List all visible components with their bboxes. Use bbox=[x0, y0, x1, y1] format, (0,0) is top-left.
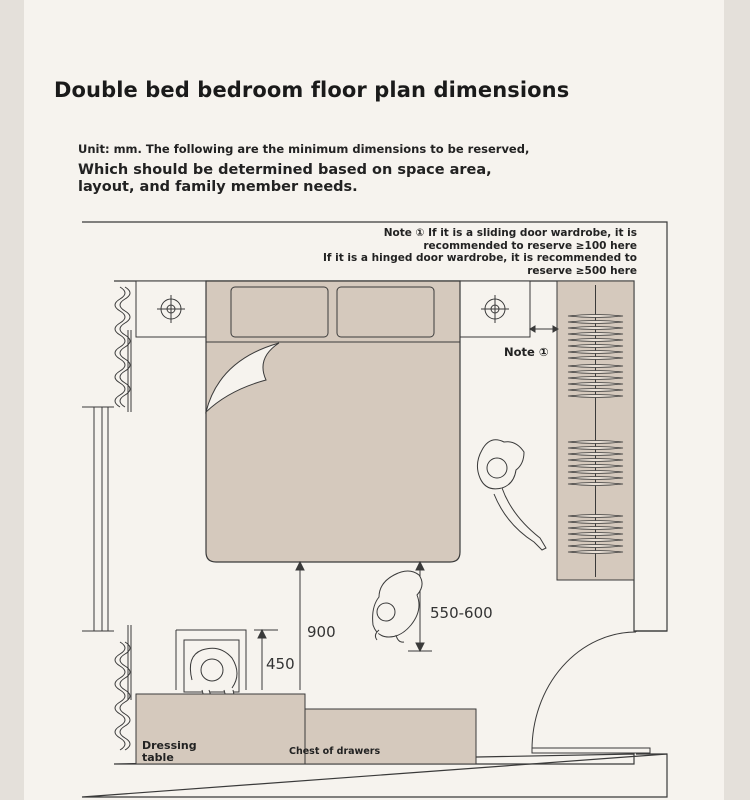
dimension-900-label: 900 bbox=[307, 623, 336, 641]
hanger bbox=[568, 527, 623, 530]
hanger bbox=[568, 351, 623, 354]
person-walking-icon bbox=[373, 571, 422, 642]
hanger bbox=[568, 357, 623, 360]
note-line-2: recommended to reserve ≥100 here bbox=[423, 240, 637, 252]
person-at-wardrobe-icon bbox=[477, 440, 546, 550]
hanger bbox=[568, 471, 623, 474]
dressing-table-label-2: table bbox=[142, 751, 174, 764]
chest-label: Chest of drawers bbox=[289, 746, 381, 757]
hanger bbox=[568, 515, 623, 518]
intro-line-1: Unit: mm. The following are the minimum dimensions to be reserved, bbox=[78, 142, 530, 156]
hanger bbox=[568, 483, 623, 486]
hanger bbox=[568, 545, 623, 548]
hanger bbox=[568, 521, 623, 524]
curtain-bottom bbox=[115, 625, 131, 750]
pillow-left bbox=[231, 287, 328, 337]
pillow-right bbox=[337, 287, 434, 337]
note-line-1: Note ① If it is a sliding door wardrobe, it is bbox=[383, 227, 637, 239]
dimension-450-label: 450 bbox=[266, 655, 295, 673]
hanger bbox=[568, 395, 623, 398]
hanger bbox=[568, 315, 623, 318]
note-marker: Note ① bbox=[504, 345, 549, 359]
floor-plan-diagram bbox=[24, 0, 724, 800]
curtain-top bbox=[115, 287, 131, 412]
hanger bbox=[568, 321, 623, 324]
hanger bbox=[568, 447, 623, 450]
clearance-arrow bbox=[530, 326, 558, 332]
hanger bbox=[568, 383, 623, 386]
hanger bbox=[568, 365, 623, 368]
dimension-550-600-label: 550-600 bbox=[430, 604, 493, 622]
page-card bbox=[24, 0, 724, 800]
hanger bbox=[568, 377, 623, 380]
hanger bbox=[568, 389, 623, 392]
hanger bbox=[568, 441, 623, 444]
hanger bbox=[568, 453, 623, 456]
hanger bbox=[568, 533, 623, 536]
hanger bbox=[568, 333, 623, 336]
hanger bbox=[568, 339, 623, 342]
door-swing bbox=[532, 632, 650, 753]
hanger bbox=[568, 345, 623, 348]
page-title: Double bed bedroom floor plan dimensions bbox=[54, 78, 570, 102]
hanger bbox=[568, 465, 623, 468]
hanger bbox=[568, 551, 623, 554]
note-line-3: If it is a hinged door wardrobe, it is recommended to bbox=[323, 252, 637, 264]
dressing-table-label-1: Dressing bbox=[142, 739, 197, 752]
hanger bbox=[568, 539, 623, 542]
hanger bbox=[568, 459, 623, 462]
window bbox=[82, 407, 114, 631]
dimension-900-line bbox=[296, 562, 304, 690]
hanger bbox=[568, 327, 623, 330]
hanger bbox=[568, 477, 623, 480]
hanger bbox=[568, 371, 623, 374]
intro-line-2: Which should be determined based on space area, layout, and family member needs. bbox=[78, 162, 492, 195]
note-line-4: reserve ≥500 here bbox=[527, 265, 637, 277]
